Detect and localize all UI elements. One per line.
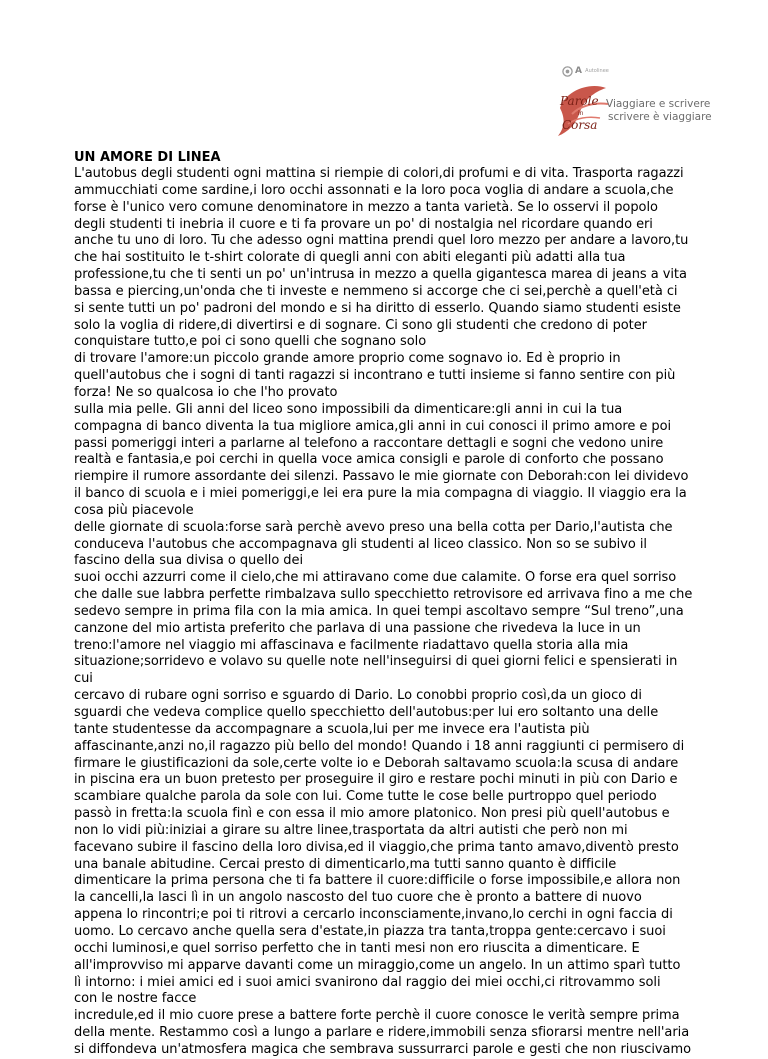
logo-tagline-line-2: scrivere è viaggiare xyxy=(608,111,712,123)
text-line: della mente. Restammo così a lungo a parlare e ridere,immobili senza sfiorarsi mentre nell'aria xyxy=(74,1025,690,1041)
text-line: sguardi che vedeva complice quello specchietto dell'autobus:per lui ero soltanto una delle xyxy=(74,705,659,720)
logo-header-letter: A xyxy=(575,66,583,76)
text-line: sulla mia pelle. Gli anni del liceo sono impossibili da dimenticare:gli anni in cui la tua xyxy=(74,401,623,417)
text-line: anche tu uno di loro. Tu che adesso ogni mattina prendi quel loro mezzo per andare a lavoro,tu xyxy=(74,233,689,249)
text-line: occhi luminosi,e quel sorriso perfetto che in tanti mesi non ero riuscita a dimenticare. E xyxy=(74,940,640,956)
text-line: realtà e fantasia,e poi cerchi in quella voce amica consigli e parole di conforto che possano xyxy=(74,452,664,468)
text-line: di trovare l'amore:un piccolo grande amore proprio come sognavo io. Ed è proprio in xyxy=(74,351,621,367)
text-line: ammucchiati come sardine,i loro occhi assonnati e la loro poca voglia di andare a scuola,che xyxy=(74,182,674,198)
text-line: treno:l'amore nel viaggio mi affascinava e facilmente riadattavo quella storia alla mia xyxy=(74,637,629,653)
text-line: la cancelli,la lasci lì in un angolo nascosto del tuo cuore che è pronto a battere di nuovo xyxy=(74,890,642,906)
text-line: delle giornate di scuola:forse sarà perchè avevo preso una bella cotta per Dario,l'autista che xyxy=(74,519,673,535)
logo-word-parole: Parole xyxy=(560,94,599,108)
logo-tagline xyxy=(606,98,712,124)
text-line: suoi occhi azzurri come il cielo,che mi attiravano come due calamite. O forse era quel sorriso xyxy=(74,570,677,586)
parole-in-corsa-logo-mark xyxy=(554,78,610,140)
logo-word-in: in xyxy=(578,110,584,117)
document-text xyxy=(74,166,734,1059)
text-line: incredule,ed il mio cuore prese a battere forte perchè il cuore conosce le verità sempre prima xyxy=(74,1008,680,1024)
text-line: passi pomeriggi interi a parlarne al telefono a raccontare dettagli e sogni che vedono unire xyxy=(74,435,664,451)
text-line: lì intorno: i miei amici ed i suoi amici svanirono dal raggio dei miei occhi,ci ritrovammo soli xyxy=(74,974,661,990)
publication-logo xyxy=(554,64,714,140)
document-title: UN AMORE DI LINEA xyxy=(74,150,221,165)
text-line: riempire il rumore assordante dei silenzi. Passavo le mie giornate con Deborah:con lei dividevo xyxy=(74,469,689,485)
text-line: conquistare tutto,e poi ci sono quelli che sognano solo xyxy=(74,334,427,350)
text-line: appena lo rincontri;e poi ti ritrovi a cercarlo inconsciamente,invano,lo cerchi in ogni faccia di xyxy=(74,907,673,923)
text-line: cercavo di rubare ogni sorriso e sguardo di Dario. Lo conobbi proprio così,da un gioco di xyxy=(74,688,642,704)
text-line: dimenticare la prima persona che ti fa battere il cuore:difficile o forse impossibile,e allora non xyxy=(74,873,681,889)
text-line: forza! Ne so qualcosa io che l'ho provato xyxy=(74,384,338,400)
text-line: facevano subire il fascino della loro divisa,ed il viaggio,che prima tanto amavo,diventò presto xyxy=(74,839,679,855)
text-line: uomo. Lo cercavo anche quella sera d'estate,in piazza tra tanta,troppa gente:cercavo i suoi xyxy=(74,923,666,939)
text-line: con le nostre facce xyxy=(74,991,197,1007)
text-line: compagna di banco diventa la tua migliore amica,gli anni in cui conosci il primo amore e poi xyxy=(74,418,672,434)
text-line: situazione;sorridevo e volavo su quelle note nell'inseguirsi di quei giorni felici e spensierati in xyxy=(74,654,678,670)
text-line: che hai sostituito le t-shirt colorate di quegli anni con abiti eleganti più adatti alla tua xyxy=(74,250,626,266)
circle-emblem-icon xyxy=(562,66,573,77)
text-line: L'autobus degli studenti ogni mattina si riempie di colori,di profumi e di vita. Trasporta ragazzi xyxy=(74,166,684,181)
text-line: firmare le giustificazioni da sole,certe volte io e Deborah saltavamo scuola:la scusa di andare xyxy=(74,755,679,771)
text-line: scambiare qualche parola da sole con lui. Come tutte le cose belle purtroppo quel periodo xyxy=(74,789,657,805)
text-line: sedevo sempre in prima fila con la mia amica. In quei tempi ascoltavo sempre “Sul treno”,una xyxy=(74,603,684,619)
text-line: canzone del mio artista preferito che parlava di una passione che rivedeva la luce in un xyxy=(74,620,641,636)
text-line: solo la voglia di ridere,di divertirsi e di sognare. Ci sono gli studenti che credono di poter xyxy=(74,317,647,333)
text-line: il banco di scuola e i miei pomeriggi,e lei era pure la mia compagna di viaggio. Il viaggio era la xyxy=(74,486,687,502)
text-line: degli studenti ti inebria il cuore e ti fa provare un po' di nostalgia nel ricordare quando eri xyxy=(74,216,653,232)
document-body xyxy=(74,149,734,1059)
text-line: conduceva l'autobus che accompagnava gli studenti al liceo classico. Non so se subivo il xyxy=(74,536,647,552)
text-line: professione,tu che ti senti un po' un'intrusa in mezzo a quella gigantesca marea di jeans a vita xyxy=(74,267,687,283)
text-line: una banale abitudine. Cercai presto di dimenticarlo,ma tutti sanno quanto è difficile xyxy=(74,856,617,872)
text-line: in piscina era un buon pretesto per proseguire il giro e restare pochi minuti in più con Dario e xyxy=(74,772,678,788)
text-line: tante studentesse da accompagnare a scuola,lui per me invece era l'autista più xyxy=(74,721,590,737)
text-line: non lo vidi più:iniziai a girare su altre linee,trasportata da altri autisti che però non mi xyxy=(74,822,628,838)
text-line: affascinante,anzi no,il ragazzo più bello del mondo! Quando i 18 anni raggiunti ci permisero di xyxy=(74,738,685,754)
logo-header xyxy=(562,64,609,78)
text-line: quell'autobus che i sogni di tanti ragazzi si incontrano e tutti insieme si fanno sentire con più xyxy=(74,368,676,384)
text-line: bassa e piercing,un'onda che ti investe e nemmeno si accorge che ci sei,perchè a quell'età ci xyxy=(74,283,678,299)
text-line: passò in fretta:la scuola finì e con essa il mio amore platonico. Non presi più quell'autobus e xyxy=(74,806,670,822)
text-line: si diffondeva un'atmosfera magica che sembrava sussurrarci parole e gesti che non riuscivamo xyxy=(74,1041,691,1057)
text-line: cosa più piacevole xyxy=(74,502,194,518)
logo-tagline-line-1: Viaggiare e scrivere xyxy=(606,98,711,110)
text-line: si sente tutti un po' padroni del mondo e si ha diritto di esserlo. Quando siamo studenti esiste xyxy=(74,300,681,316)
text-line: cui xyxy=(74,671,93,687)
text-line: che dalle sue labbra perfette rimbalzava sullo specchietto retrovisore ed arrivava fino a me che xyxy=(74,587,693,603)
logo-word-corsa: Corsa xyxy=(562,118,598,132)
text-line: forse è l'unico vero comune denominatore in mezzo a tanta varietà. Se lo osservi il popolo xyxy=(74,199,658,215)
text-line: all'improvviso mi apparve davanti come un miraggio,come un angelo. In un attimo sparì tutto xyxy=(74,957,681,973)
text-line: fascino della sua divisa o quello dei xyxy=(74,553,304,569)
logo-header-sub: Autolinee xyxy=(585,68,609,74)
